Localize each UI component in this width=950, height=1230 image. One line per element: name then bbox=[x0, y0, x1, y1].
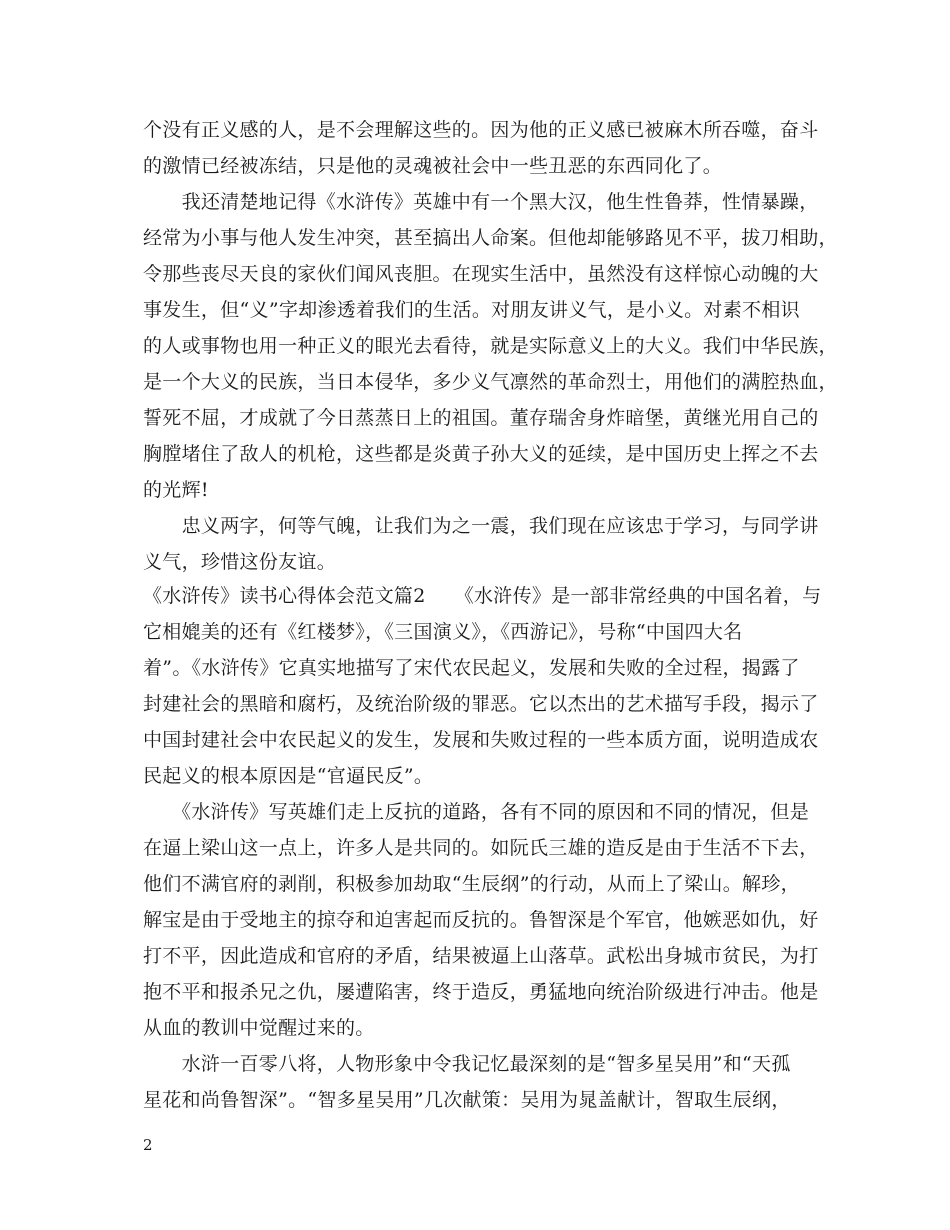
text-line: 是一个大义的民族，当日本侵华，多少义气凛然的革命烈士，用他们的满腔热血， bbox=[143, 371, 838, 393]
text-line: 星花和尚鲁智深”。“智多星吴用”几次献策：吴用为晁盖献计，智取生辰纲， bbox=[143, 1089, 791, 1111]
text-line: 的人或事物也用一种正义的眼光去看待，就是实际意义上的大义。我们中华民族， bbox=[143, 335, 838, 357]
text-line: 水浒一百零八将，人物形象中令我记忆最深刻的是“智多星吴用”和“天孤 bbox=[143, 1053, 791, 1075]
text-line: 民起义的根本原因是“官逼民反”。 bbox=[143, 765, 434, 787]
text-line: 胸膛堵住了敌人的机枪，这些都是炎黄子孙大义的延续，是中国历史上挥之不去 bbox=[143, 443, 819, 465]
text-line: 打不平，因此造成和官府的矛盾，结果被逼上山落草。武松出身城市贫民，为打 bbox=[143, 945, 819, 967]
text-line: 我还清楚地记得《水浒传》英雄中有一个黑大汉，他生性鲁莽，性情暴躁， bbox=[143, 191, 819, 213]
text-line: 他们不满官府的剥削，积极参加劫取“生辰纲”的行动，从而上了梁山。解珍， bbox=[143, 873, 800, 895]
text-line: 义气，珍惜这份友谊。 bbox=[143, 551, 337, 573]
text-line: 令那些丧尽天良的家伙们闻风丧胆。在现实生活中，虽然没有这样惊心动魄的大 bbox=[143, 263, 819, 285]
text-line: 的光辉! bbox=[143, 479, 209, 501]
text-line: 着”。《水浒传》它真实地描写了宋代农民起义，发展和失败的全过程，揭露了 bbox=[143, 657, 800, 679]
section-heading-line: 《水浒传》读书心得体会范文篇2 《水浒传》是一部非常经典的中国名着，与 bbox=[143, 585, 822, 607]
text-line: 个没有正义感的人，是不会理解这些的。因为他的正义感已被麻木所吞噬，奋斗 bbox=[143, 119, 819, 141]
text-line: 在逼上梁山这一点上，许多人是共同的。如阮氏三雄的造反是由于生活不下去， bbox=[143, 837, 819, 859]
text-line: 事发生，但“义”字却渗透着我们的生活。对朋友讲义气，是小义。对素不相识 bbox=[143, 299, 800, 321]
text-line: 封建社会的黑暗和腐朽，及统治阶级的罪恶。它以杰出的艺术描写手段，揭示了 bbox=[143, 693, 819, 715]
page-number: 2 bbox=[143, 1136, 153, 1154]
text-line: 从血的教训中觉醒过来的。 bbox=[143, 1017, 375, 1039]
text-line: 解宝是由于受地主的掠夺和迫害起而反抗的。鲁智深是个军官，他嫉恶如仇，好 bbox=[143, 909, 819, 931]
text-line: 经常为小事与他人发生冲突，甚至搞出人命案。但他却能够路见不平，拔刀相助， bbox=[143, 227, 838, 249]
text-line: 中国封建社会中农民起义的发生，发展和失败过程的一些本质方面，说明造成农 bbox=[143, 729, 819, 751]
text-line: 誓死不屈，才成就了今日蒸蒸日上的祖国。董存瑞舍身炸暗堡，黄继光用自己的 bbox=[143, 407, 819, 429]
text-line: 《水浒传》写英雄们走上反抗的道路，各有不同的原因和不同的情况，但是 bbox=[143, 801, 810, 823]
text-line: 抱不平和报杀兄之仇，屡遭陷害，终于造反，勇猛地向统治阶级进行冲击。他是 bbox=[143, 981, 819, 1003]
text-line: 它相媲美的还有《红楼梦》，《三国演义》，《西游记》，号称“中国四大名 bbox=[143, 621, 743, 643]
text-line: 忠义两字，何等气魄，让我们为之一震，我们现在应该忠于学习，与同学讲 bbox=[143, 515, 819, 537]
text-line: 的激情已经被冻结，只是他的灵魂被社会中一些丑恶的东西同化了。 bbox=[143, 155, 723, 177]
